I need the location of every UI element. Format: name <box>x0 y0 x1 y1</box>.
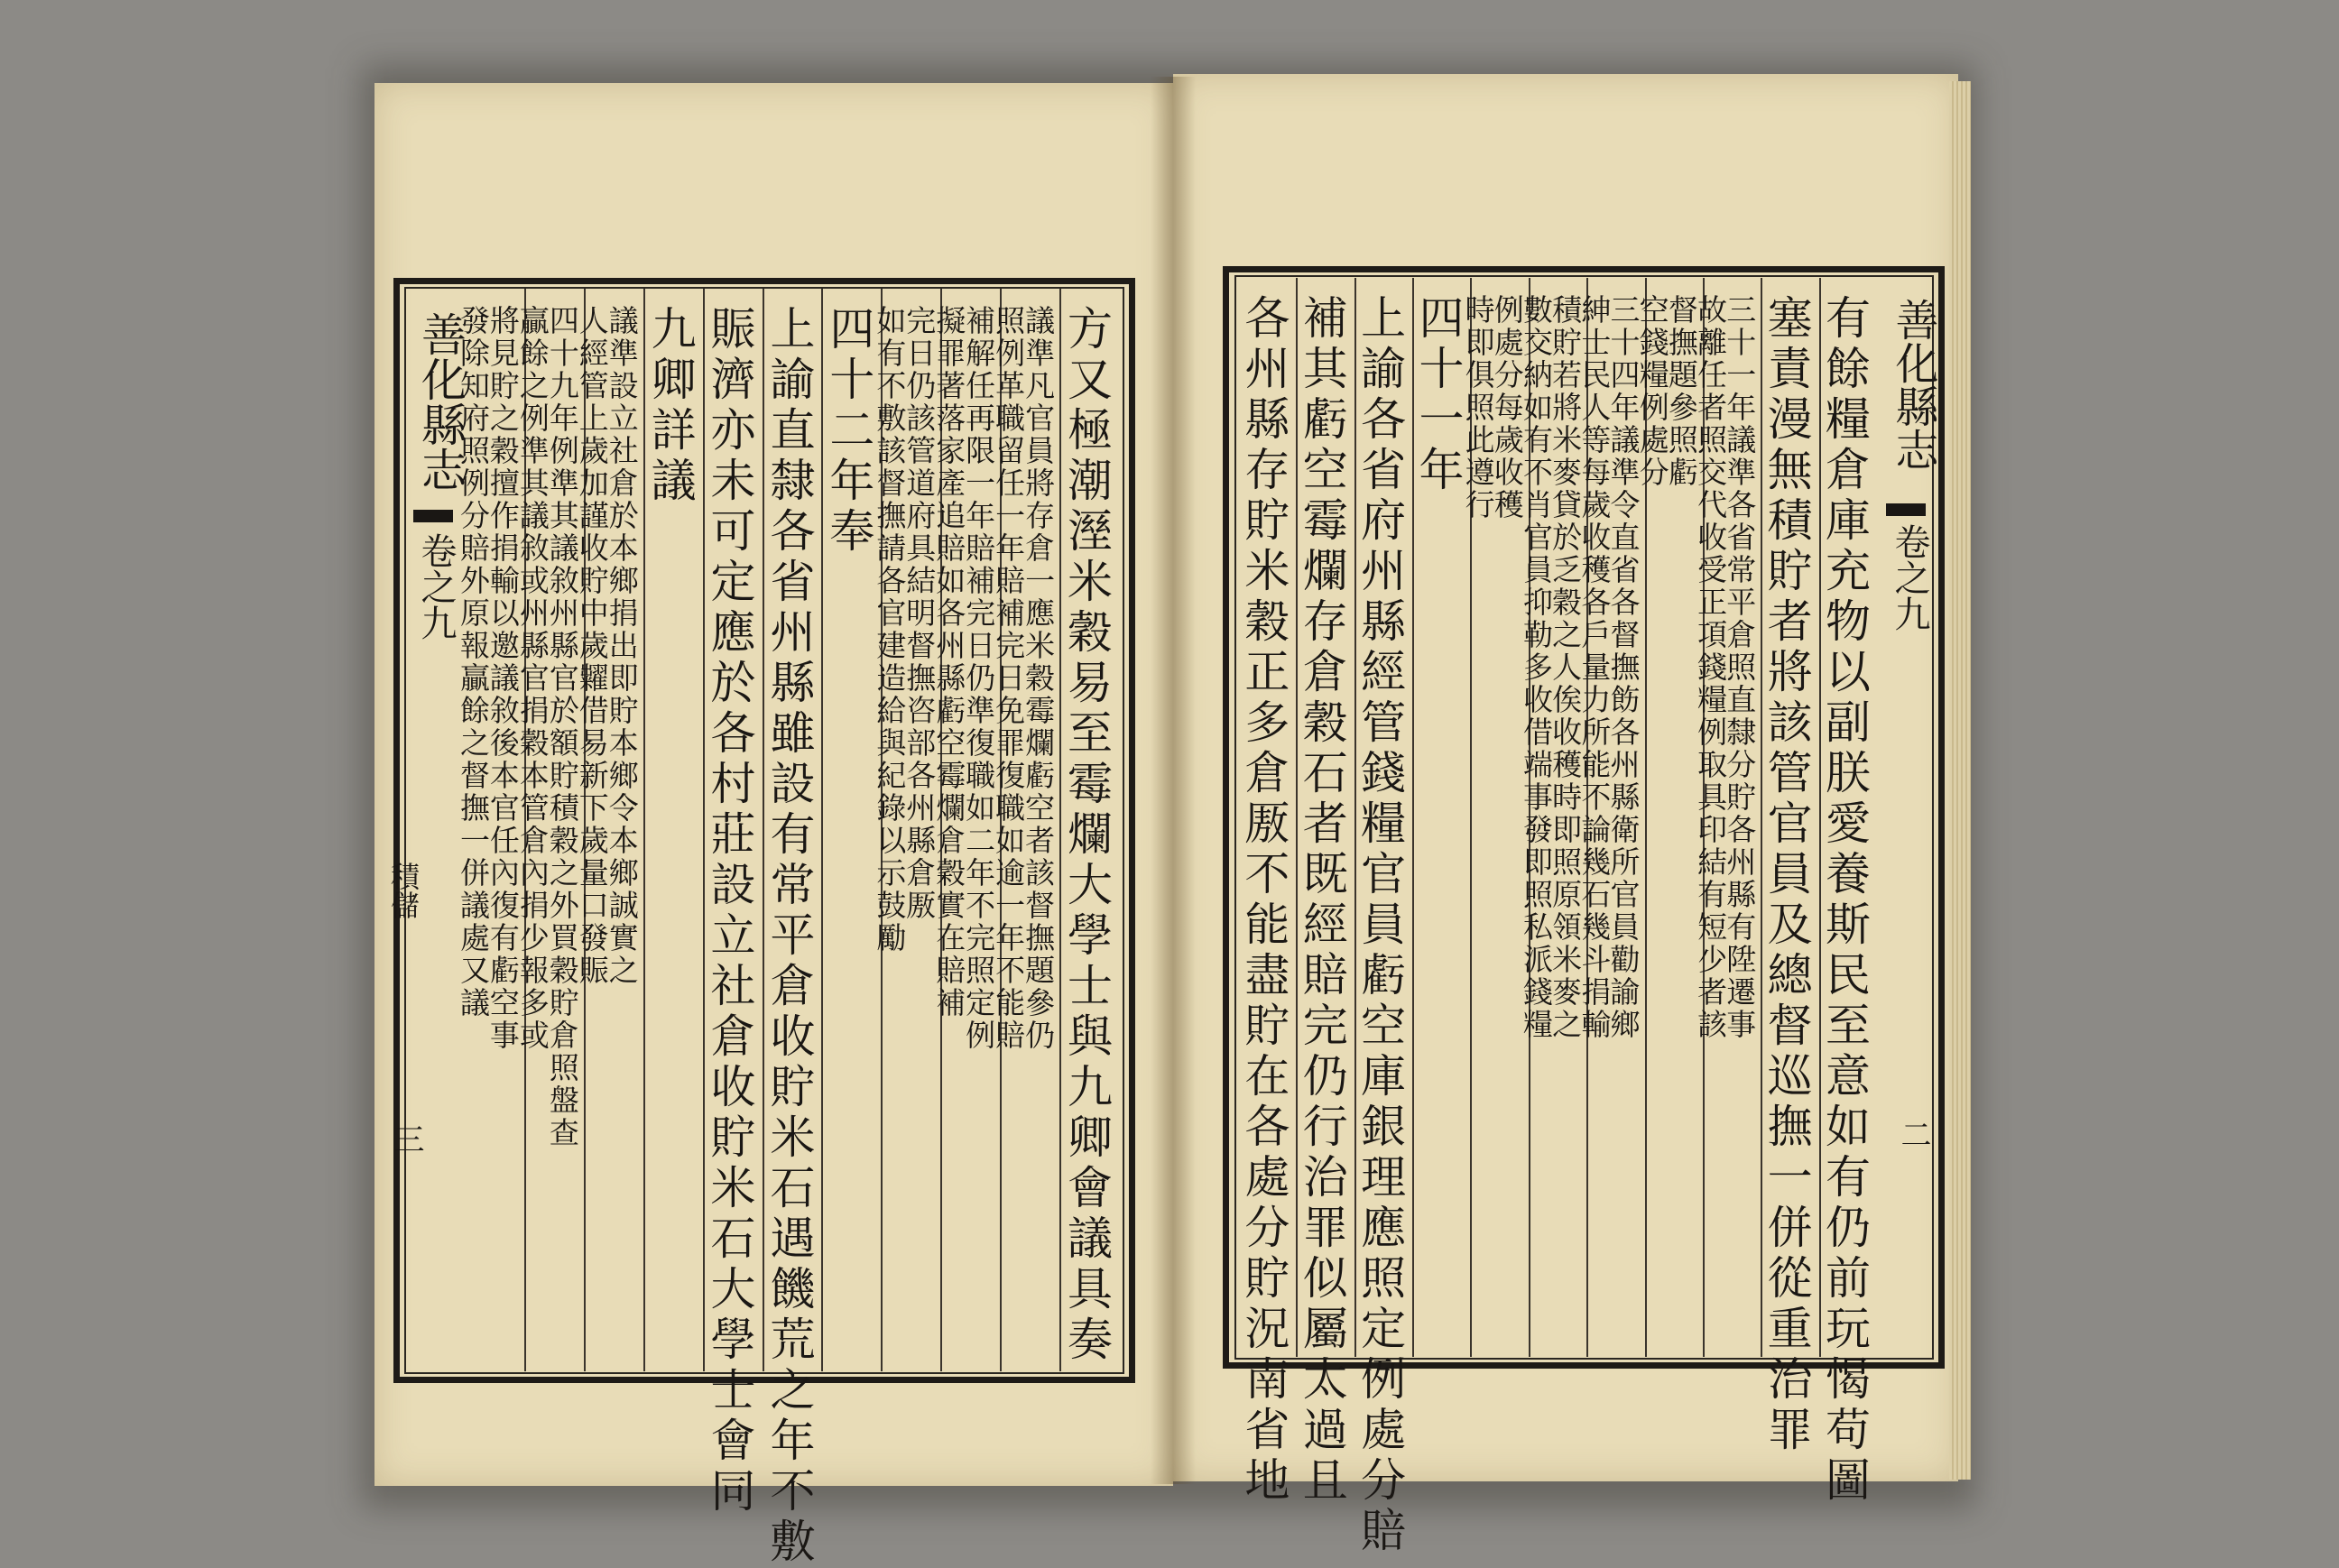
text-column: 補其虧空霉爛存倉穀石者既經賠完仍行治罪似屬太過且 <box>1295 294 1348 1507</box>
right-margin-page: 二 <box>1895 1119 1931 1149</box>
text-column: 贏餘之例準其議敘或州縣官捐穀本管倉內捐少報多或 <box>514 305 550 1052</box>
left-margin-section: 積儲 <box>386 862 421 919</box>
right-margin-volume: 卷之九 <box>1889 523 1930 632</box>
text-column: 有餘糧倉庫充物以副朕愛養斯民至意如有仍前玩愒苟圖 <box>1817 294 1871 1507</box>
text-column: 如有不敷該督撫請各官建造給與紀錄以示鼓勵 <box>872 305 908 955</box>
text-column: 三十四年議準令直省各督撫飭各州縣衛所官員勸諭鄉 <box>1605 294 1641 1041</box>
text-column: 積貯若將米麥貸於乏穀之人俟收穫時即照原領米麥之 <box>1548 294 1584 1041</box>
text-column: 例處分每歲收穫 <box>1489 294 1525 521</box>
text-column: 方又極潮溼米穀易至霉爛大學士與九卿會議具奏 <box>1059 305 1113 1366</box>
text-column: 上諭直隸各省州縣雖設有常平倉收貯米石遇饑荒之年不敷 <box>763 305 816 1568</box>
text-column: 照例革職留任一年賠補完日免罪復職如逾一年不能賠 <box>991 305 1027 1052</box>
text-column: 紳士民人等每歲收穫各戶量力所能不論幾石幾斗捐輸 <box>1576 294 1613 1041</box>
text-column: 四十二年奉 <box>822 305 875 558</box>
page-edges <box>1949 81 1971 1480</box>
text-column: 數交納如有不肖官員抑勒多收借端事發即照私派錢糧 <box>1518 294 1554 1041</box>
text-column: 上諭各省府州縣經管錢糧官員虧空庫銀理應照定例處分賠 <box>1354 294 1407 1557</box>
text-column: 故離任者照交代收受正項錢糧例取具印結有短少者該 <box>1693 294 1729 1041</box>
text-column: 發除知府照例分賠外原報贏餘之督撫一併議處又議 <box>455 305 491 1019</box>
text-column: 完日仍該管道府具結明督撫咨部各州縣倉厫 <box>901 305 938 922</box>
left-margin-page: 三 <box>388 1123 424 1154</box>
text-column: 空錢糧例處分 <box>1634 294 1670 489</box>
left-margin-title: 善化縣志 <box>414 311 467 492</box>
book-spine <box>1151 77 1196 1484</box>
text-column: 四十九年例準其議敘州縣官於額貯積穀之外買穀貯倉照盤查 <box>544 305 580 1149</box>
text-column: 議準設立社倉於本鄉捐出即貯本鄉令本鄉誠實之 <box>604 305 640 987</box>
text-column: 賑濟亦未可定應於各村莊設立社倉收貯米石大學士會同 <box>703 305 756 1517</box>
text-column: 四十一年 <box>1411 294 1465 496</box>
text-column: 九卿詳議 <box>643 305 697 507</box>
text-column: 時即俱照此遵行 <box>1460 294 1496 521</box>
text-column: 塞責漫無積貯者將該管官員及總督巡撫一併從重治罪 <box>1760 294 1813 1456</box>
text-column: 人經管上歲加謹收貯中歲糶借易新下歲量口發賑 <box>574 305 610 987</box>
text-column: 三十一年議準各省常平倉照直隸分貯各州縣有陞遷事 <box>1722 294 1758 1041</box>
text-column: 各州縣存貯米穀正多倉厫不能盡貯在各處分貯況南省地 <box>1237 294 1290 1507</box>
left-margin-volume: 卷之九 <box>415 532 457 641</box>
text-column: 補解任再限一年賠補完日仍準復職如二年不完照定例 <box>961 305 997 1052</box>
right-margin-title: 善化縣志 <box>1888 298 1938 471</box>
text-column: 將見貯之穀擅作捐輸以邀議敘後本官任內復有虧空事 <box>485 305 521 1052</box>
left-fishtail <box>413 510 453 522</box>
text-column: 議準凡官員將存倉一應米穀霉爛虧空者該督撫題參仍 <box>1021 305 1057 1052</box>
text-column: 擬罪著落家產追賠如各州縣虧空霉爛倉穀實在賠補 <box>931 305 967 1019</box>
text-column: 督撫題參照虧 <box>1663 294 1699 489</box>
right-fishtail <box>1886 503 1926 516</box>
